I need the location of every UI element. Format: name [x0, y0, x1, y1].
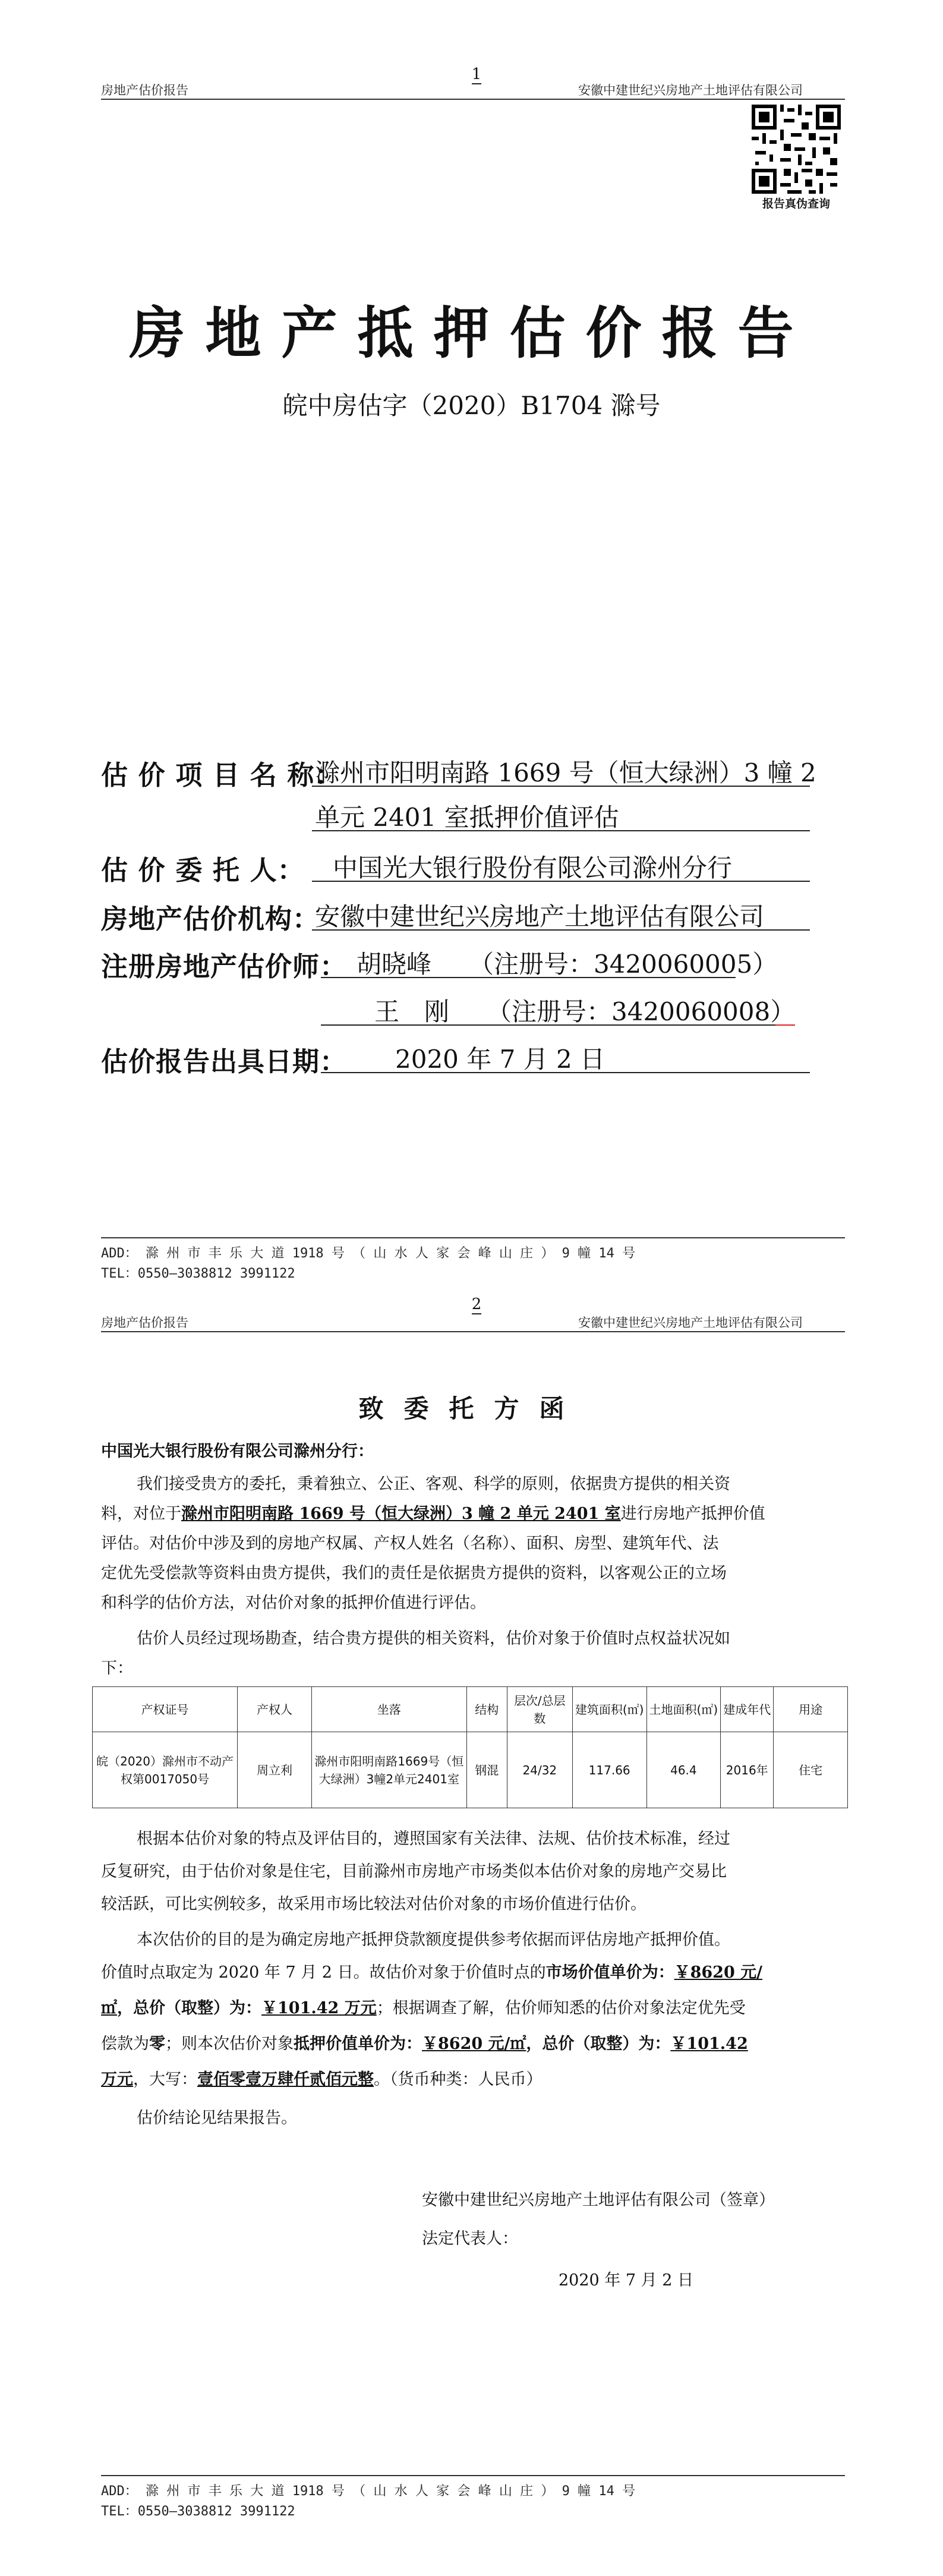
table-header: 建成年代 — [721, 1687, 774, 1732]
para3-line2: 反复研究，由于估价对象是住宅，目前滁州市房地产市场类似本估价对象的房地产交易比 — [101, 1862, 727, 1881]
header-left: 房地产估价报告 — [101, 83, 188, 97]
appraiser-1: 胡晓峰 （注册号：3420060005） — [357, 950, 778, 979]
table-header: 建筑面积(㎡) — [572, 1687, 646, 1732]
project-value-line2: 单元 2401 室抵押价值评估 — [315, 803, 619, 832]
para1-line3: 评估。对估价中涉及到的房地产权属、产权人姓名（名称）、面积、房型、建筑年代、法 — [101, 1534, 719, 1553]
para1-line2: 料，对位于滁州市阳明南路 1669 号（恒大绿洲）3 幢 2 单元 2401 室进行房地产抵押价值 — [101, 1505, 765, 1523]
table-header: 层次/总层数 — [507, 1687, 572, 1732]
para1-line1: 我们接受贵方的委托，秉着独立、公正、客观、科学的原则，依据贵方提供的相关资 — [137, 1475, 730, 1493]
agency-label: 房地产估价机构： — [101, 903, 320, 935]
header-right: 安徽中建世纪兴房地产土地评估有限公司 — [578, 83, 803, 97]
table-cell: 钢混 — [466, 1732, 507, 1808]
date-label: 估价报告出具日期： — [101, 1046, 348, 1077]
legal-representative: 法定代表人： — [422, 2230, 518, 2248]
para3-line1: 根据本估价对象的特点及评估目的，遵照国家有关法律、法规、估价技术标准，经过 — [137, 1830, 730, 1848]
project-value-line1: 滁州市阳明南路 1669 号（恒大绿洲）3 幢 2 — [315, 758, 816, 787]
underline — [321, 977, 736, 978]
project-label: 估 价 项 目 名 称： — [101, 759, 342, 791]
report-title: 房地产抵押估价报告 — [129, 301, 814, 366]
header-right: 安徽中建世纪兴房地产土地评估有限公司 — [578, 1316, 803, 1330]
table-header: 土地面积(㎡) — [646, 1687, 721, 1732]
client-label: 估 价 委 托 人： — [101, 855, 305, 886]
underline — [321, 1024, 795, 1026]
footer-tel: TEL：0550—3038812 3991122 — [101, 1266, 295, 1281]
para4-line2: 价值时点取定为 2020 年 7 月 2 日。故估价对象于价值时点的市场价值单价为：￥8620 元/ — [101, 1963, 762, 1982]
header-left: 房地产估价报告 — [101, 1316, 188, 1330]
underline — [312, 881, 810, 882]
table-header: 用途 — [774, 1687, 848, 1732]
document-number: 皖中房估字（2020）B1704 滁号 — [282, 391, 661, 420]
para3-line3: 较活跃，可比实例较多，故采用市场比较法对估价对象的市场价值进行估价。 — [101, 1895, 646, 1913]
appraiser-label: 注册房地产估价师： — [101, 951, 348, 982]
client-value: 中国光大银行股份有限公司滁州分行 — [333, 853, 733, 882]
page-number: 1 — [471, 65, 482, 83]
underline — [321, 1072, 810, 1073]
underline — [312, 786, 810, 787]
page-number: 2 — [471, 1295, 482, 1313]
table-cell: 2016年 — [721, 1732, 774, 1808]
qr-code[interactable] — [752, 105, 841, 194]
para4-line1: 本次估价的目的是为确定房地产抵押贷款额度提供参考依据而评估房地产抵押价值。 — [137, 1931, 730, 1949]
footer-tel: TEL：0550—3038812 3991122 — [101, 2504, 295, 2519]
table-cell: 皖（2020）滁州市不动产权第0017050号 — [93, 1732, 238, 1808]
table-cell: 住宅 — [774, 1732, 848, 1808]
company-signature: 安徽中建世纪兴房地产土地评估有限公司（签章） — [422, 2191, 775, 2209]
footer-rule — [101, 2475, 845, 2476]
appraiser-2: 王 刚 （注册号：3420060008） — [374, 997, 796, 1026]
property-table — [92, 1686, 848, 1808]
table-header-row — [93, 1687, 848, 1732]
table-header: 产权人 — [238, 1687, 312, 1732]
header-rule — [101, 1331, 845, 1332]
date-value: 2020 年 7 月 2 日 — [395, 1045, 605, 1074]
table-row — [93, 1732, 848, 1808]
footer-address: ADD： 滁 州 市 丰 乐 大 道 1918 号 （ 山 水 人 家 会 峰 山 庄 ） 9 幢 14 号 — [101, 2484, 636, 2499]
letter-title: 致委托方函 — [358, 1394, 585, 1423]
table-header: 结构 — [466, 1687, 507, 1732]
sign-date: 2020 年 7 月 2 日 — [559, 2271, 693, 2290]
table-cell: 46.4 — [646, 1732, 721, 1808]
table-cell: 24/32 — [507, 1732, 572, 1808]
para1-line5: 和科学的估价方法，对估价对象的抵押价值进行评估。 — [101, 1594, 486, 1612]
underline-mark — [775, 1024, 795, 1026]
underline — [312, 929, 810, 931]
para5: 估价结论见结果报告。 — [137, 2109, 297, 2127]
footer-rule — [101, 1237, 845, 1238]
table-header: 坐落 — [311, 1687, 466, 1732]
footer-address: ADD： 滁 州 市 丰 乐 大 道 1918 号 （ 山 水 人 家 会 峰 山 庄 ） 9 幢 14 号 — [101, 1246, 636, 1261]
table-cell: 滁州市阳明南路1669号（恒大绿洲）3幢2单元2401室 — [311, 1732, 466, 1808]
underline — [312, 830, 810, 831]
para4-line4: 偿款为零；则本次估价对象抵押价值单价为：￥8620 元/㎡，总价（取整）为：￥101.42 — [101, 2035, 748, 2053]
para1-line4: 定优先受偿款等资料由贵方提供，我们的责任是依据贵方提供的资料，以客观公正的立场 — [101, 1564, 727, 1582]
table-cell: 周立利 — [238, 1732, 312, 1808]
para4-line3: ㎡，总价（取整）为：￥101.42 万元；根据调查了解，估价师知悉的估价对象法定优先受 — [101, 1999, 746, 2017]
qr-caption: 报告真伪查询 — [762, 197, 830, 210]
header-rule — [101, 99, 845, 100]
salutation: 中国光大银行股份有限公司滁州分行： — [101, 1442, 374, 1461]
para2-line1: 估价人员经过现场勘查，结合贵方提供的相关资料，估价对象于价值时点权益状况如 — [137, 1629, 730, 1648]
para2-line2: 下： — [101, 1659, 133, 1678]
table-cell: 117.66 — [572, 1732, 646, 1808]
agency-value: 安徽中建世纪兴房地产土地评估有限公司 — [315, 902, 765, 931]
para4-line5: 万元，大写：壹佰零壹万肆仟贰佰元整。（货币种类：人民币） — [101, 2070, 543, 2089]
table-header: 产权证号 — [93, 1687, 238, 1732]
